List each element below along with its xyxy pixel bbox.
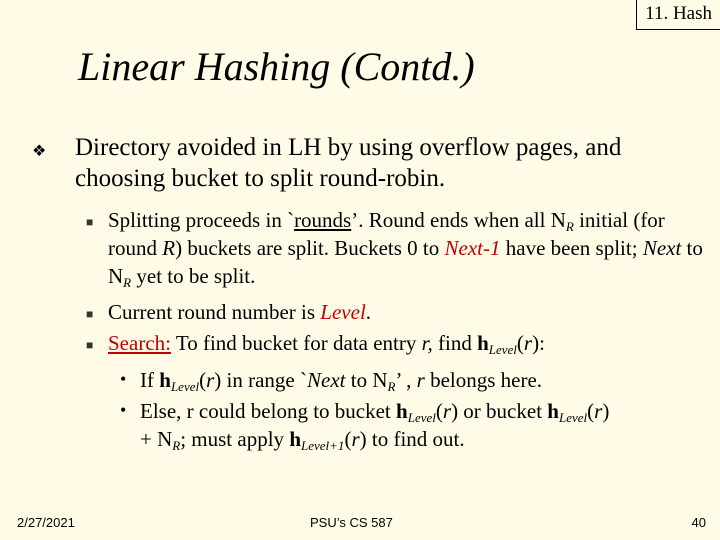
- slide-title: Linear Hashing (Contd.): [78, 44, 475, 89]
- section-tag: 11. Hash: [636, 0, 720, 30]
- sub-bullet-search: Search: To find bucket for data entry r, find $h_{Level}(r)$:: [108, 331, 545, 357]
- main-bullet-text: Directory avoided in LH by using overflow pages, and choosing bucket to split round-robin.: [75, 134, 622, 192]
- dot-bullet-in-range: If $h_{Level}(r)$ in range `Next to $N_R$’ , r belongs here.: [140, 368, 543, 394]
- square-bullet-icon: ■: [86, 338, 94, 352]
- square-bullet-icon: ■: [86, 215, 94, 229]
- dot-bullet-icon: •: [120, 400, 127, 420]
- sub-bullet-round-number: Current round number is Level.: [108, 300, 372, 324]
- dot-bullet-icon: •: [120, 369, 127, 389]
- footer-course: PSU’s CS 587: [310, 515, 393, 530]
- sub-bullet-splitting: Splitting proceeds in `rounds’. Round ends when all $N_R$ initial (for round R) buckets are split. Buckets 0 to Next-1 have been split; Next to $N_R$ yet to be split.: [108, 208, 703, 290]
- diamond-bullet-icon: ❖: [32, 143, 47, 160]
- dot-bullet-else: Else, r could belong to bucket $h_{Level}(r)$ or bucket $h_{Level}(r)$ + $N_R$; must apply $h_{Level+1}(r)$ to find out.: [140, 399, 610, 453]
- page-number: 40: [691, 515, 706, 530]
- square-bullet-icon: ■: [86, 307, 94, 321]
- footer-date: 2/27/2021: [17, 515, 75, 530]
